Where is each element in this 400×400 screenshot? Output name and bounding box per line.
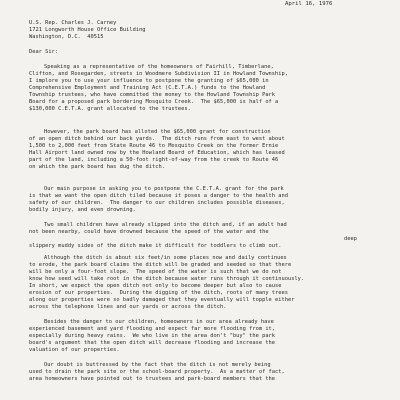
text-line: is that we want the open ditch tiled because it poses a danger to the health and bbox=[29, 193, 288, 199]
paragraph-1 bbox=[29, 64, 288, 113]
text-line: bodily injury, and even drowning. bbox=[29, 207, 136, 213]
text-line: especially during heavy rains. We who live in the area don't "buy" the park bbox=[29, 333, 276, 339]
text-line: experienced basement and yard flooding and expect far more flooding from it, bbox=[29, 326, 276, 332]
text-line: of an open ditch behind our back yards. The ditch runs from east to west about bbox=[29, 136, 285, 142]
address-line: U.S. Rep. Charles J. Carney bbox=[29, 20, 117, 26]
text-line: Two small children have already slipped into the ditch and, if an adult had bbox=[44, 222, 287, 228]
paragraph-5 bbox=[29, 319, 275, 354]
paragraph-6 bbox=[29, 362, 285, 383]
text-line: Hall Airport land owned now by the Howland Board of Education, which has leased bbox=[29, 150, 285, 156]
text-line: Our doubt is buttressed by the fact that the ditch is not merely being bbox=[44, 362, 271, 368]
paragraph-3 bbox=[29, 186, 288, 214]
text-line: safety of our children. The danger to our children includes possible diseases, bbox=[29, 200, 285, 206]
text-line: will be only a four-foot slope. The speed of the water is such that we do not bbox=[29, 269, 282, 275]
text-line: across the telephone lines and our yards or across the ditch. bbox=[29, 304, 227, 310]
text-line: Besides the danger to our children, homeowners in our area already have bbox=[44, 319, 274, 325]
recipient-address bbox=[29, 20, 146, 41]
salutation-text: Dear Sir: bbox=[29, 49, 59, 55]
text-line: valuation of our properties. bbox=[29, 347, 120, 353]
paragraph-4b bbox=[29, 255, 304, 311]
text-line: used to drain the park site or the school-board property. As a matter of fact, bbox=[29, 369, 285, 375]
text-line: erosion of our properties. During the digging of the ditch, roots of many trees bbox=[29, 290, 288, 296]
paragraph-4-continued bbox=[29, 243, 282, 250]
text-line: part of the land, including a 50-foot right-of-way from the creek to Route 46 bbox=[29, 157, 279, 163]
text-line: Although the ditch is about six feet/in some places now and daily continues bbox=[44, 255, 287, 261]
paragraph-2 bbox=[29, 129, 285, 171]
letter-date: April 16, 1976 bbox=[285, 1, 333, 7]
text-line: Clifton, and Rosegarden, streets in Woodmere Subdivision II in Howland Township, bbox=[29, 71, 288, 77]
text-line: along our properties were so badly damaged that they eventually will topple either bbox=[29, 297, 295, 303]
text-line: Board for a proposed park bordering Mosquito Creek. The $65,000 is half of a bbox=[29, 99, 279, 105]
text-line: slippery muddy sides of the ditch make it difficult for toddlers to climb out. bbox=[29, 243, 282, 249]
text-line: not been nearby, could have drowned because the speed of the water and the bbox=[29, 229, 269, 235]
text-line: know how seed will take root in the ditch because water runs through it continuously. bbox=[29, 276, 305, 282]
text-line: to erode, the park board claims the ditch will be graded and seeded so that there bbox=[29, 262, 292, 268]
text-line: $130,000 C.E.T.A. grant allocated to the trustees. bbox=[29, 106, 191, 112]
text-line: Township trustees, who have committed the money to the Howland Township Park bbox=[29, 92, 276, 98]
text-line: Comprehensive Employment and Training Act (C.E.T.A.) funds to the Howland bbox=[29, 85, 266, 91]
text-line: In short, we expect the open ditch not only to become deeper but also to cause bbox=[29, 283, 282, 289]
text-line: However, the park board has alloted the $65,000 grant for construction bbox=[44, 129, 271, 135]
text-line: Speaking as a representative of the homeowners of Fairhill, Timberlane, bbox=[44, 64, 274, 70]
text-line: area homeowners have pointed out to trustees and park-board members that the bbox=[29, 376, 276, 382]
inserted-word: deep bbox=[344, 236, 357, 242]
text-line: board's argument that the open ditch will decrease flooding and increase the bbox=[29, 340, 276, 346]
paragraph-4 bbox=[29, 222, 287, 236]
address-line: Washington, D.C. 40515 bbox=[29, 34, 104, 40]
text-line: 1,500 to 2,000 feet from State Route 46 to Mosquito Creek on the former Ernie bbox=[29, 143, 279, 149]
text-line: I implore you to use your influence to postpone the granting of $65,000 in bbox=[29, 78, 269, 84]
text-line: on which the park board has dug the ditch. bbox=[29, 164, 165, 170]
salutation bbox=[29, 49, 58, 56]
address-line: 1721 Longworth House Office Building bbox=[29, 27, 146, 33]
text-line: Our main purpose in asking you to postpone the C.E.T.A. grant for the park bbox=[44, 186, 284, 192]
